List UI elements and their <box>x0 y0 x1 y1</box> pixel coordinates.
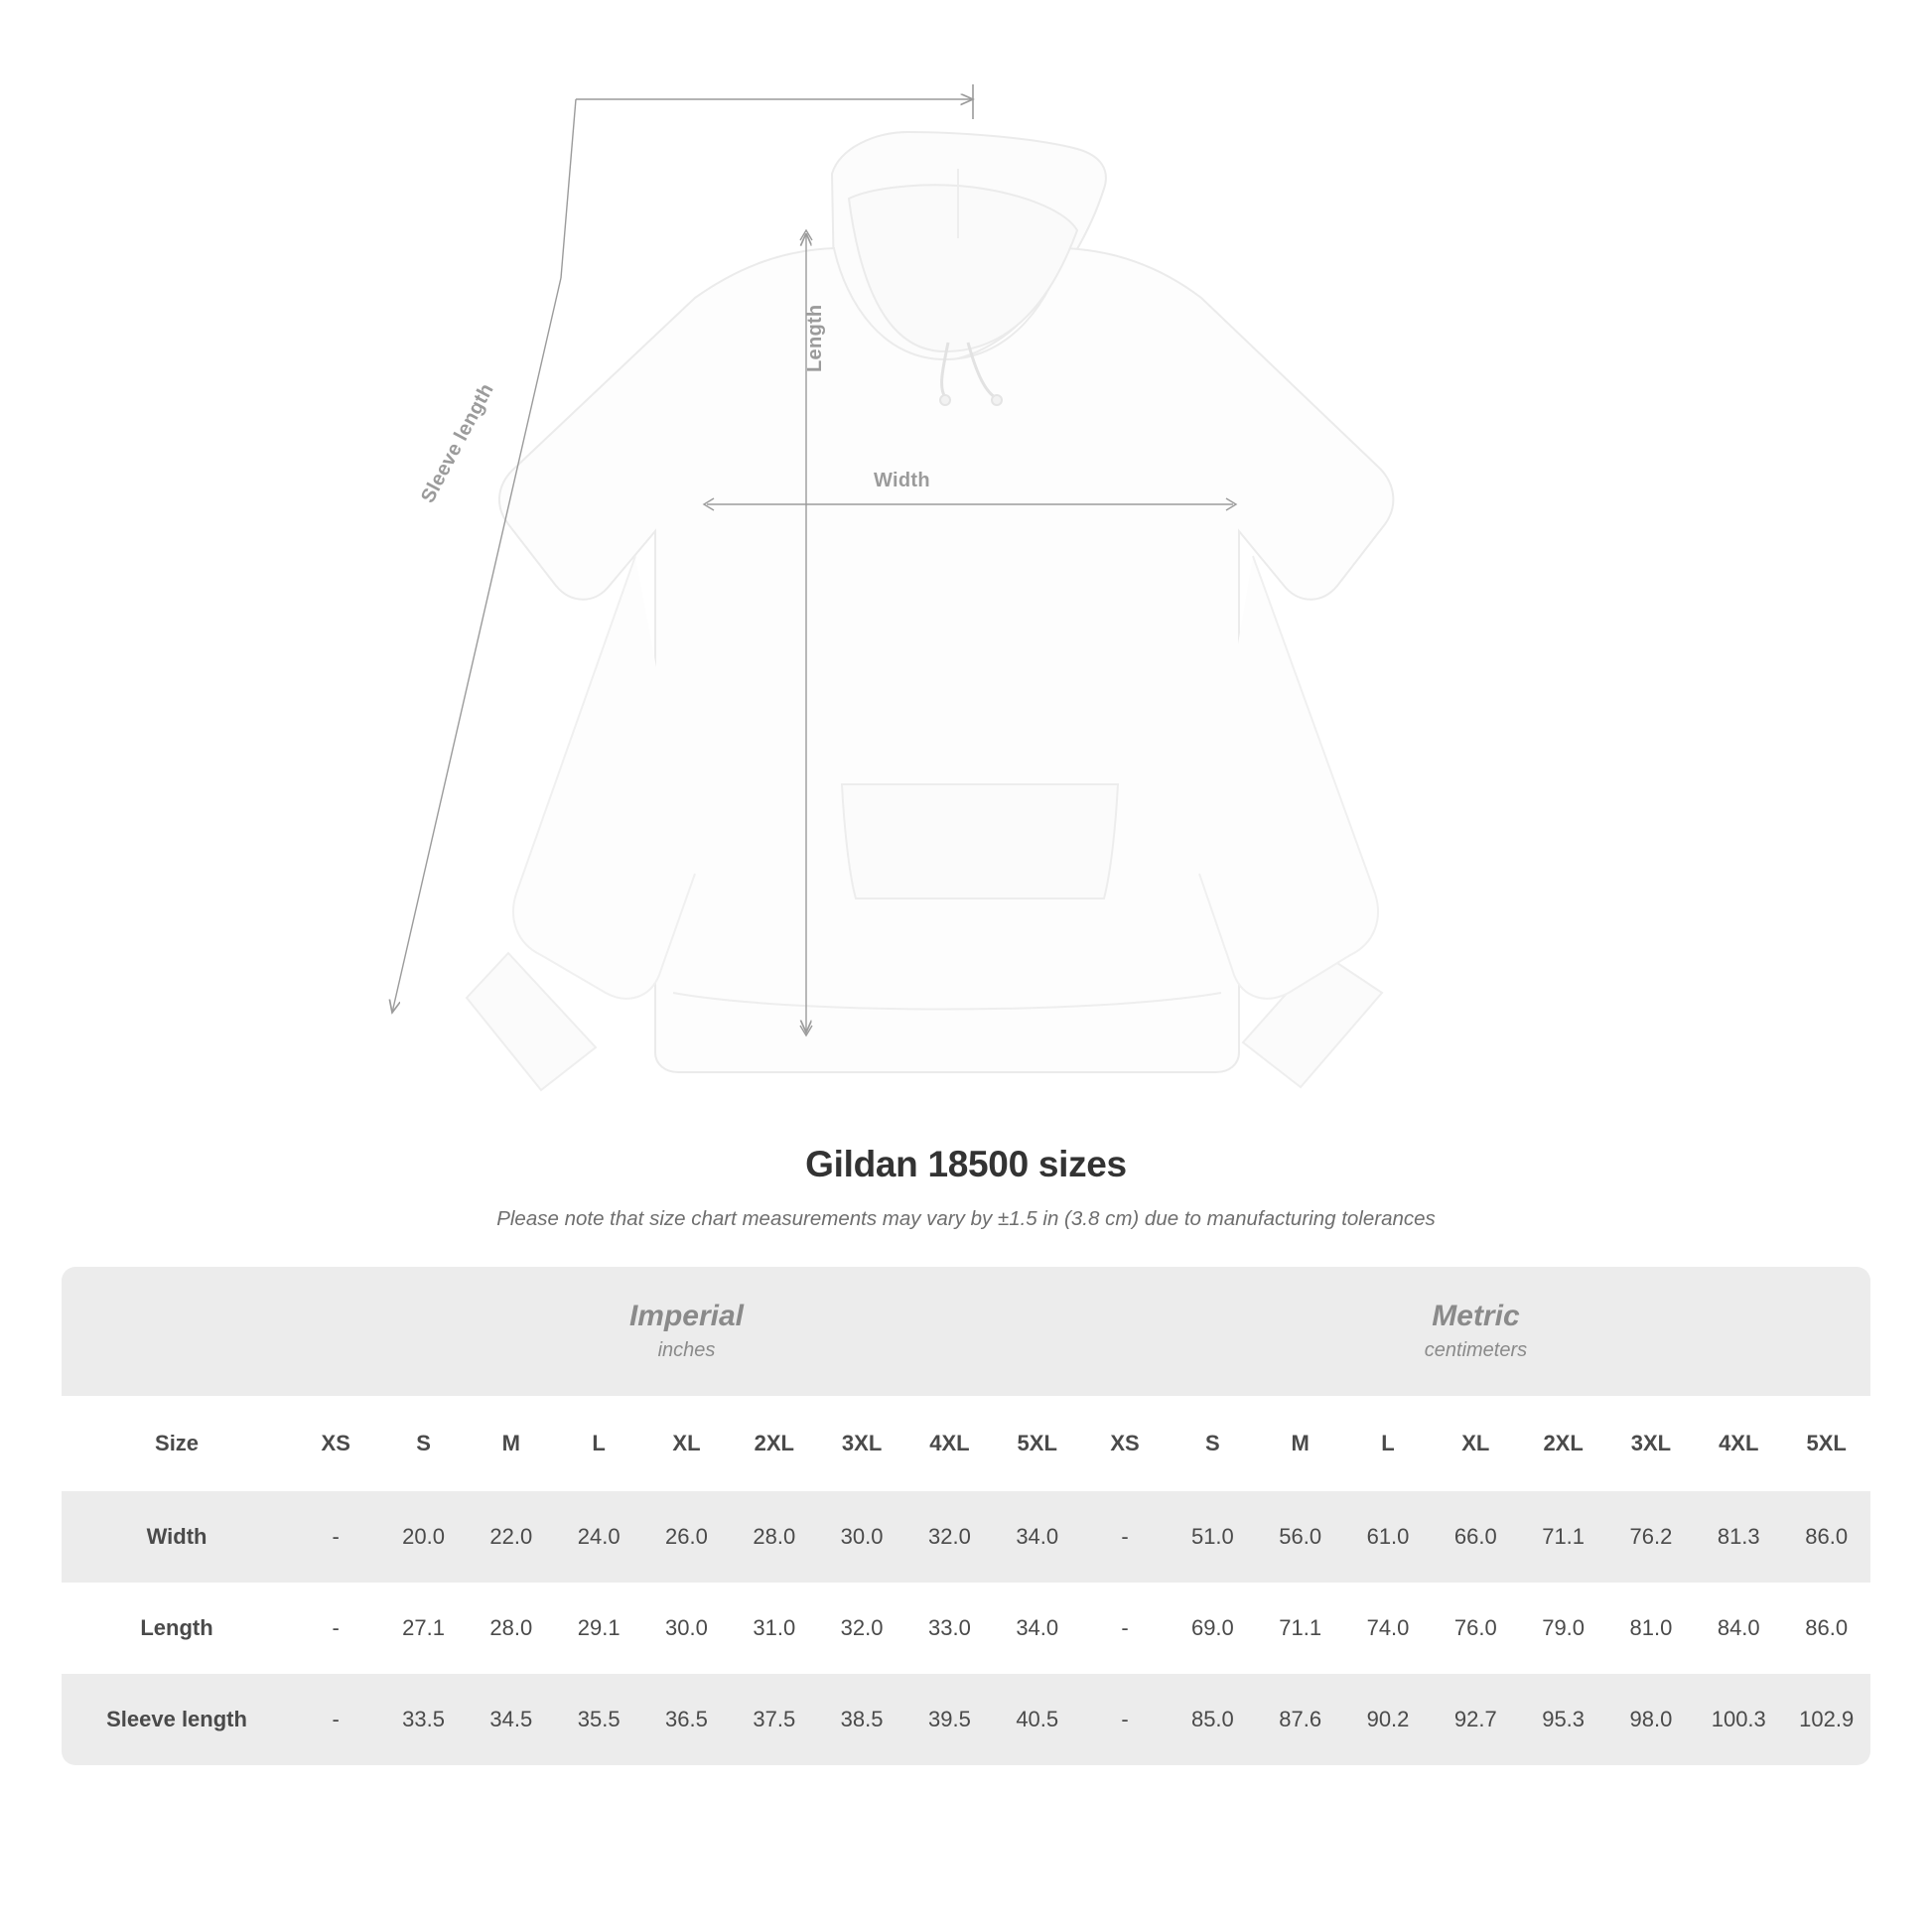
cell: 95.3 <box>1519 1674 1606 1765</box>
sleeve-length-label: Sleeve length <box>417 379 498 507</box>
cell: 33.5 <box>379 1674 467 1765</box>
cell: 79.0 <box>1519 1583 1606 1674</box>
col-header: M <box>1257 1396 1344 1491</box>
cell: 66.0 <box>1432 1491 1519 1583</box>
cell: - <box>1081 1491 1169 1583</box>
cell: 28.0 <box>731 1491 818 1583</box>
col-header: 3XL <box>1607 1396 1695 1491</box>
cell: 61.0 <box>1344 1491 1432 1583</box>
unit-group-imperial-sub: inches <box>657 1338 716 1361</box>
unit-spacer <box>62 1267 292 1396</box>
cell: 27.1 <box>379 1583 467 1674</box>
cell: 100.3 <box>1695 1674 1782 1765</box>
cell: 86.0 <box>1782 1491 1870 1583</box>
cell: 30.0 <box>642 1583 730 1674</box>
cell: 37.5 <box>731 1674 818 1765</box>
table-row <box>62 1491 1870 1583</box>
cell: 33.0 <box>905 1583 993 1674</box>
hoodie-shape <box>467 132 1393 1090</box>
cell: 56.0 <box>1257 1491 1344 1583</box>
cell: 76.0 <box>1432 1583 1519 1674</box>
row-header-label: Size <box>62 1396 292 1491</box>
cell: 92.7 <box>1432 1674 1519 1765</box>
col-header: XS <box>292 1396 379 1491</box>
page-title: Gildan 18500 sizes <box>805 1144 1127 1184</box>
unit-group-imperial-name: Imperial <box>628 1300 745 1333</box>
cell: 29.1 <box>555 1583 642 1674</box>
cell: - <box>1081 1674 1169 1765</box>
col-header: 5XL <box>1782 1396 1870 1491</box>
col-header: L <box>1344 1396 1432 1491</box>
cell: 76.2 <box>1607 1491 1695 1583</box>
cell: 98.0 <box>1607 1674 1695 1765</box>
cell: 20.0 <box>379 1491 467 1583</box>
table-row <box>62 1674 1870 1765</box>
cell: 39.5 <box>905 1674 993 1765</box>
cell: 86.0 <box>1782 1583 1870 1674</box>
size-table-wrapper <box>62 1267 1870 1765</box>
col-header: XL <box>642 1396 730 1491</box>
unit-group-metric-sub: centimeters <box>1424 1338 1528 1361</box>
cell: 71.1 <box>1257 1583 1344 1674</box>
cell: 30.0 <box>818 1491 905 1583</box>
row-label-sleeve-length: Sleeve length <box>62 1674 292 1765</box>
cell: 71.1 <box>1519 1491 1606 1583</box>
cell: 31.0 <box>731 1583 818 1674</box>
cell: 87.6 <box>1257 1674 1344 1765</box>
tolerance-note: Please note that size chart measurements may vary by ±1.5 in (3.8 cm) due to manufacturing tolerances <box>496 1207 1436 1230</box>
cell: 22.0 <box>468 1491 555 1583</box>
cell: 40.5 <box>994 1674 1081 1765</box>
row-label-width: Width <box>62 1491 292 1583</box>
cell: 69.0 <box>1169 1583 1256 1674</box>
col-header: L <box>555 1396 642 1491</box>
unit-group-imperial <box>292 1267 1081 1396</box>
cell: - <box>292 1583 379 1674</box>
cell: 74.0 <box>1344 1583 1432 1674</box>
col-header: M <box>468 1396 555 1491</box>
cell: 81.0 <box>1607 1583 1695 1674</box>
cell: - <box>292 1491 379 1583</box>
size-table <box>62 1267 1870 1765</box>
cell: 84.0 <box>1695 1583 1782 1674</box>
col-header: XL <box>1432 1396 1519 1491</box>
col-header: 4XL <box>1695 1396 1782 1491</box>
unit-group-row <box>62 1267 1870 1396</box>
cell: 36.5 <box>642 1674 730 1765</box>
unit-group-metric-name: Metric <box>1432 1300 1520 1333</box>
row-label-length: Length <box>62 1583 292 1674</box>
col-header: XS <box>1081 1396 1169 1491</box>
cell: 28.0 <box>468 1583 555 1674</box>
cell: 34.5 <box>468 1674 555 1765</box>
cell: 24.0 <box>555 1491 642 1583</box>
cell: 34.0 <box>994 1491 1081 1583</box>
col-header: 2XL <box>731 1396 818 1491</box>
cell: - <box>292 1674 379 1765</box>
cell: 34.0 <box>994 1583 1081 1674</box>
cell: 51.0 <box>1169 1491 1256 1583</box>
cell: 32.0 <box>818 1583 905 1674</box>
table-row <box>62 1583 1870 1674</box>
unit-group-metric <box>1081 1267 1870 1396</box>
col-header: 2XL <box>1519 1396 1606 1491</box>
col-header: 3XL <box>818 1396 905 1491</box>
cell: 32.0 <box>905 1491 993 1583</box>
width-label: Width <box>874 470 930 491</box>
length-label: Length <box>804 304 826 372</box>
col-header: S <box>379 1396 467 1491</box>
col-header: 4XL <box>905 1396 993 1491</box>
col-header: S <box>1169 1396 1256 1491</box>
cell: 90.2 <box>1344 1674 1432 1765</box>
cell: 26.0 <box>642 1491 730 1583</box>
cell: 85.0 <box>1169 1674 1256 1765</box>
col-header: 5XL <box>994 1396 1081 1491</box>
title-block <box>0 1144 1932 1231</box>
cell: 102.9 <box>1782 1674 1870 1765</box>
cell: 38.5 <box>818 1674 905 1765</box>
cell: - <box>1081 1583 1169 1674</box>
column-header-row <box>62 1396 1870 1491</box>
cell: 35.5 <box>555 1674 642 1765</box>
cell: 81.3 <box>1695 1491 1782 1583</box>
